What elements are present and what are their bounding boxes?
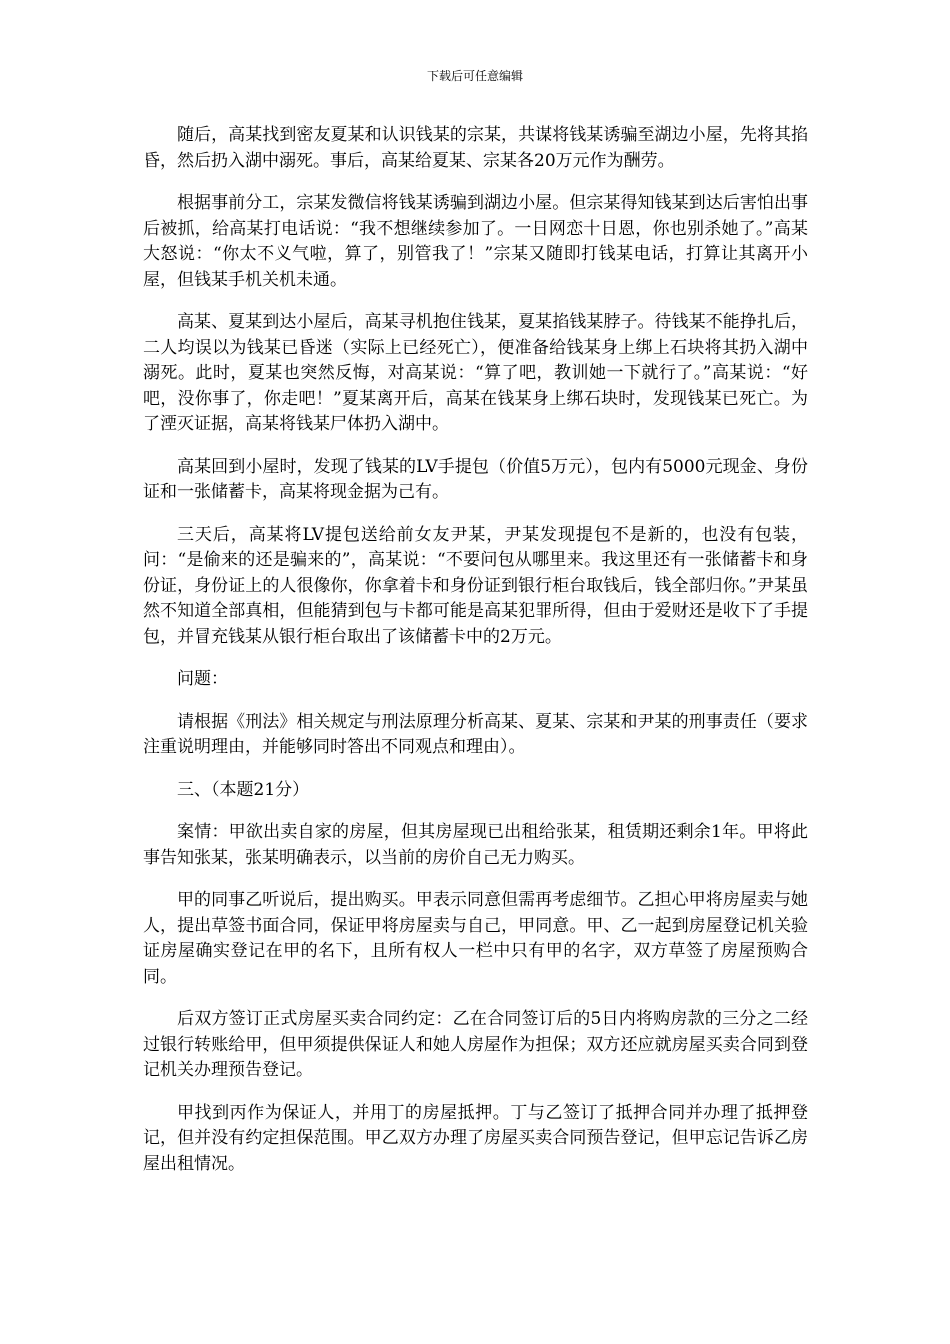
paragraph-11: 后双方签订正式房屋买卖合同约定：乙在合同签订后的5日内将购房款的三分之二经过银行转账给甲，但甲须提供保证人和她人房屋作为担保；双方还应就房屋买卖合同到登记机关办理预告登记。 <box>143 1009 808 1080</box>
question-heading: 问题： <box>177 669 228 689</box>
paragraph-5: 三天后，高某将LV提包送给前女友尹某，尹某发现提包不是新的，也没有包装，问：“是偷来的还是骗来的”，高某说：“不要问包从哪里来。我这里还有一张储蓄卡和身份证，身份证上的人很像你，你拿着卡和身份证到银行柜台取钱后，钱全部归你。”尹某虽然不知道全部真相，但能猜到包与卡都可能是高某犯罪所得，但由于爱财还是收下了手提包，并冒充钱某从银行柜台取出了该储蓄卡中的2万元。 <box>143 524 808 647</box>
paragraph-3: 高某、夏某到达小屋后，高某寻机抱住钱某，夏某掐钱某脖子。待钱某不能挣扎后，二人均误以为钱某已昏迷（实际上已经死亡），便准备给钱某身上绑上石块将其扔入湖中溺死。此时，夏某也突然反悔，对高某说：“算了吧，教训她一下就行了。”高某说：“好吧，没你事了，你走吧！”夏某离开后，高某在钱某身上绑石块时，发现钱某已死亡。为了湮灭证据，高某将钱某尸体扔入湖中。 <box>143 312 808 434</box>
page-header: 下载后可任意编辑 <box>426 69 523 83</box>
section-heading: 三、（本题21分） <box>177 779 310 800</box>
question-text: 请根据《刑法》相关规定与刑法原理分析高某、夏某、宗某和尹某的刑事责任（要求注重说明理由，并能够同时答出不同观点和理由）。 <box>143 711 808 757</box>
paragraph-1: 随后，高某找到密友夏某和认识钱某的宗某，共谋将钱某诱骗至湖边小屋，先将其掐昏，然后扔入湖中溺死。事后，高某给夏某、宗某各20万元作为酬劳。 <box>143 125 808 171</box>
paragraph-12: 甲找到丙作为保证人，并用丁的房屋抵押。丁与乙签订了抵押合同并办理了抵押登记，但并没有约定担保范围。甲乙双方办理了房屋买卖合同预告登记，但甲忘记告诉乙房屋出租情况。 <box>143 1102 808 1174</box>
paragraph-2: 根据事前分工，宗某发微信将钱某诱骗到湖边小屋。但宗某得知钱某到达后害怕出事后被抓，给高某打电话说：“我不想继续参加了。一日网恋十日恩，你也别杀她了。”高某大怒说：“你太不义气啦，算了，别管我了！”宗某又随即打钱某电话，打算让其离开小屋，但钱某手机关机未通。 <box>143 193 808 290</box>
document-body <box>143 123 808 1194</box>
paragraph-case: 案情：甲欲出卖自家的房屋，但其房屋现已出租给张某，租赁期还剩余1年。甲将此事告知张某，张某明确表示，以当前的房价自己无力购买。 <box>143 822 808 868</box>
paragraph-4: 高某回到小屋时，发现了钱某的LV手提包（价值5万元），包内有5000元现金、身份证和一张储蓄卡，高某将现金据为己有。 <box>143 456 808 502</box>
paragraph-10: 甲的同事乙听说后，提出购买。甲表示同意但需再考虑细节。乙担心甲将房屋卖与她人，提出草签书面合同，保证甲将房屋卖与自己，甲同意。甲、乙一起到房屋登记机关验证房屋确实登记在甲的名下，且所有权人一栏中只有甲的名字，双方草签了房屋预购合同。 <box>143 890 808 987</box>
